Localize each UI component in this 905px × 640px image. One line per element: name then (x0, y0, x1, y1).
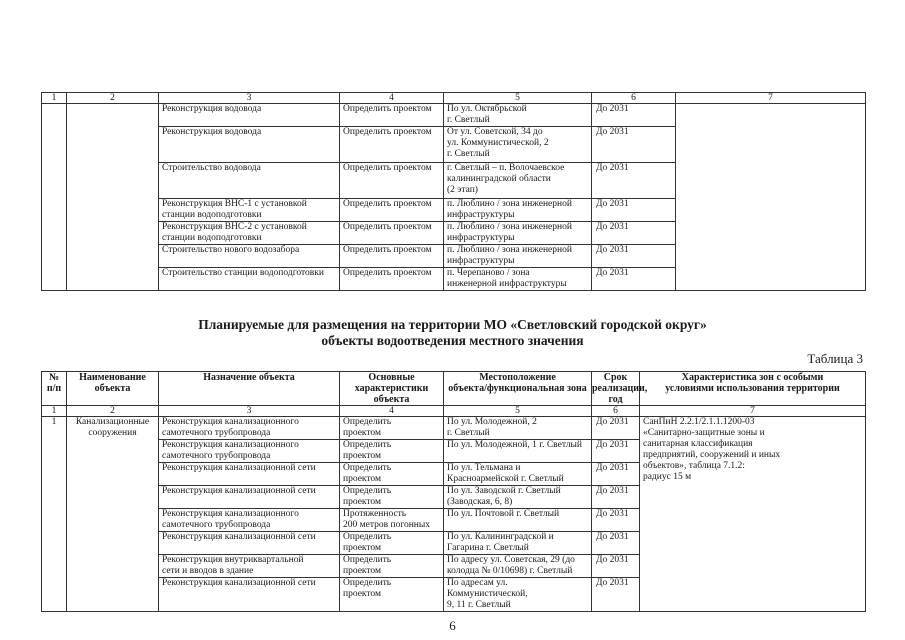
col-number: 3 (159, 93, 340, 104)
term-cell: До 2031 (592, 245, 676, 268)
purpose-cell: Реконструкция канализационной сети (159, 486, 340, 509)
header-term: Срок реализации, год (592, 372, 648, 405)
column-number-row (42, 406, 866, 417)
column-number-row (42, 93, 866, 104)
location-cell: п. Люблино / зона инженерной инфраструктуры (444, 245, 592, 268)
table-row (42, 417, 866, 440)
purpose-cell: Строительство водовода (159, 163, 340, 199)
purpose-cell: Реконструкция ВНС-1 с установкой станции водоподготовки (159, 199, 340, 222)
location-cell: По адресу ул. Советская, 29 (до колодца № 0/10698) г. Светлый (444, 555, 592, 578)
characteristics-cell: Определить проектом (340, 245, 444, 268)
location-cell: п. Люблино / зона инженерной инфраструктуры (444, 222, 592, 245)
table-caption: Таблица 3 (807, 351, 863, 366)
col-number: 1 (42, 93, 67, 104)
purpose-cell: Реконструкция водовода (159, 127, 340, 163)
location-cell: По адресам ул. Коммунистической, 9, 11 г. Светлый (444, 578, 592, 612)
term-cell: До 2031 (592, 163, 676, 199)
empty-name-cell (67, 104, 159, 291)
col-number: 7 (640, 406, 866, 417)
col-number: 4 (340, 93, 444, 104)
purpose-cell: Реконструкция канализационного самотечного трубопровода (159, 417, 340, 440)
purpose-cell: Реконструкция канализационной сети (159, 463, 340, 486)
characteristics-cell: Определить проектом (340, 417, 444, 440)
location-cell: По ул. Тельмана и Красноармейской г. Светлый (444, 463, 592, 486)
characteristics-cell: Определить проектом (340, 555, 444, 578)
term-cell: До 2031 (592, 486, 640, 509)
location-cell: г. Светлый – п. Волочаевское калининградской области (2 этап) (444, 163, 592, 199)
heading-line-2: объекты водоотведения местного значения (321, 333, 584, 348)
term-cell: До 2031 (592, 555, 640, 578)
term-cell: До 2031 (592, 509, 640, 532)
term-cell: До 2031 (592, 463, 640, 486)
header-num: № п/п (42, 372, 67, 406)
col-number: 5 (444, 406, 592, 417)
location-cell: п. Черепаново / зона инженерной инфраструктуры (444, 268, 592, 291)
purpose-cell: Реконструкция канализационной сети (159, 578, 340, 612)
characteristics-cell: Определить проектом (340, 532, 444, 555)
header-purpose: Назначение объекта (159, 372, 340, 406)
purpose-cell: Реконструкция канализационной сети (159, 532, 340, 555)
purpose-cell: Реконструкция водовода (159, 104, 340, 127)
purpose-cell: Реконструкция внутриквартальной сети и вводов в здание (159, 555, 340, 578)
zones-cell: СанПиН 2.2.1/2.1.1.1200-03 «Санитарно-защитные зоны и санитарная классификация предприятий, сооружений и иных объектов», таблица 7.1.2: радиус 15 м (640, 417, 866, 612)
characteristics-cell: Определить проектом (340, 222, 444, 245)
purpose-cell: Строительство станции водоподготовки (159, 268, 340, 291)
location-cell: От ул. Советской, 34 до ул. Коммунистической, 2 г. Светлый (444, 127, 592, 163)
location-cell: По ул. Октябрьской г. Светлый (444, 104, 592, 127)
table-row (42, 104, 866, 127)
col-number: 5 (444, 93, 592, 104)
term-cell: До 2031 (592, 127, 676, 163)
characteristics-cell: Определить проектом (340, 104, 444, 127)
characteristics-cell: Определить проектом (340, 163, 444, 199)
term-cell: До 2031 (592, 268, 676, 291)
col-number: 4 (340, 406, 444, 417)
empty-zones-cell (676, 104, 866, 291)
col-number: 6 (592, 93, 676, 104)
term-cell: До 2031 (592, 104, 676, 127)
purpose-cell: Строительство нового водозабора (159, 245, 340, 268)
term-cell: До 2031 (592, 578, 640, 612)
header-location: Местоположение объекта/функциональная зона (444, 372, 592, 406)
characteristics-cell: Определить проектом (340, 463, 444, 486)
location-cell: п. Люблино / зона инженерной инфраструктуры (444, 199, 592, 222)
water-supply-table-continuation (41, 92, 866, 291)
header-characteristics: Основные характеристики объекта (340, 372, 444, 406)
characteristics-cell: Определить проектом (340, 578, 444, 612)
col-number: 7 (676, 93, 866, 104)
purpose-cell: Реконструкция канализационного самотечного трубопровода (159, 509, 340, 532)
characteristics-cell: Протяженность 200 метров погонных (340, 509, 444, 532)
section-heading (0, 317, 905, 349)
location-cell: По ул. Заводской г. Светлый (Заводская, 6, 8) (444, 486, 592, 509)
characteristics-cell: Определить проектом (340, 268, 444, 291)
object-name-cell: Канализационные сооружения (67, 417, 159, 612)
col-number: 1 (42, 406, 67, 417)
location-cell: По ул. Молодежной, 1 г. Светлый (444, 440, 592, 463)
page-number: 6 (449, 618, 456, 633)
location-cell: По ул. Почтовой г. Светлый (444, 509, 592, 532)
header-name: Наименование объекта (67, 372, 159, 406)
purpose-cell: Реконструкция ВНС-2 с установкой станции водоподготовки (159, 222, 340, 245)
location-cell: По ул. Калининградской и Гагарина г. Светлый (444, 532, 592, 555)
col-number: 2 (67, 93, 159, 104)
table-header-row (42, 372, 866, 406)
term-cell: До 2031 (592, 222, 676, 245)
term-cell: До 2031 (592, 440, 640, 463)
col-number: 6 (592, 406, 640, 417)
heading-line-1: Планируемые для размещения на территории МО «Светловский городской округ» (198, 317, 707, 332)
purpose-cell: Реконструкция канализационного самотечного трубопровода (159, 440, 340, 463)
term-cell: До 2031 (592, 199, 676, 222)
characteristics-cell: Определить проектом (340, 440, 444, 463)
row-number-cell: 1 (42, 417, 67, 612)
characteristics-cell: Определить проектом (340, 127, 444, 163)
characteristics-cell: Определить проектом (340, 199, 444, 222)
empty-num-cell (42, 104, 67, 291)
location-cell: По ул. Молодежной, 2 г. Светлый (444, 417, 592, 440)
term-cell: До 2031 (592, 417, 640, 440)
characteristics-cell: Определить проектом (340, 486, 444, 509)
col-number: 2 (67, 406, 159, 417)
term-cell: До 2031 (592, 532, 640, 555)
col-number: 3 (159, 406, 340, 417)
sewerage-objects-table (41, 371, 866, 612)
header-zones: Характеристика зон с особыми условиями использования территории (640, 372, 866, 406)
